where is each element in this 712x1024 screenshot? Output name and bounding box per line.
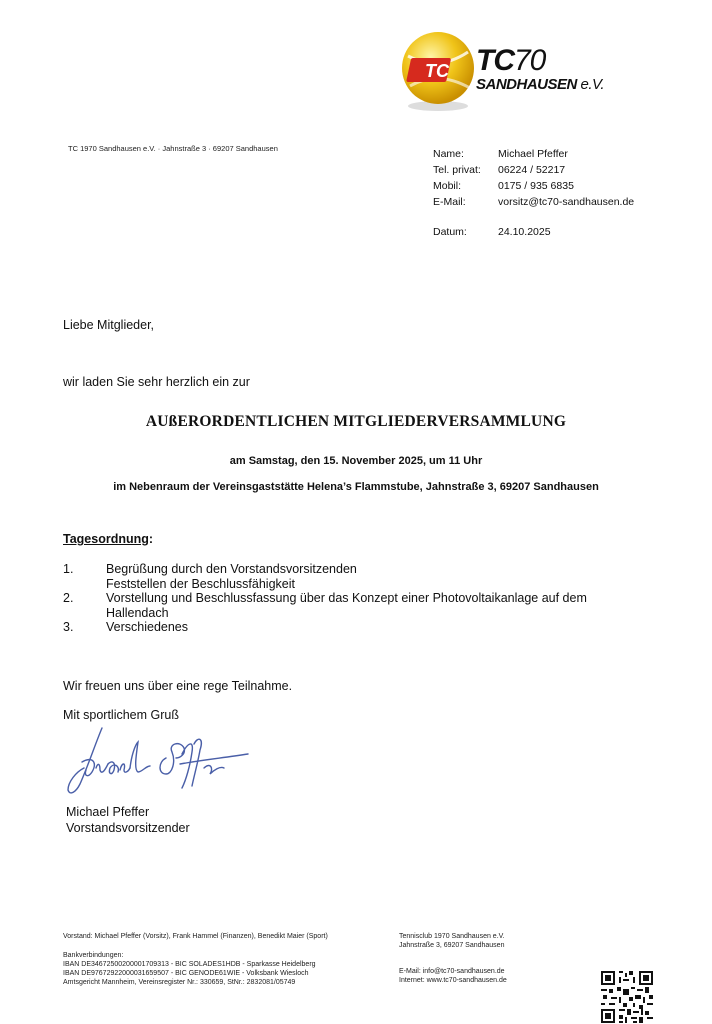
footer-club: Tennisclub 1970 Sandhausen e.V. Jahnstraße 3, 69207 Sandhausen bbox=[399, 933, 505, 949]
agenda-list bbox=[63, 562, 663, 635]
signer-name: Michael Pfeffer bbox=[66, 805, 150, 819]
qr-code-icon[interactable] bbox=[601, 971, 653, 1023]
tennis-ball-emblem-icon bbox=[398, 26, 478, 114]
footer-bank: Bankverbindungen: IBAN DE34672500200001709313 - BIC SOLADES1HDB - Sparkasse Heidelberg IBAN DE97672922000031659507 - BIC GENODE61WIE - Volksbank Wiesloch Amtsgericht Mannheim, Vereinsregister Nr.: 330659, StNr.: 2832081/05749 bbox=[63, 952, 316, 986]
contact-name-row: Name: Michael Pfeffer bbox=[433, 148, 568, 160]
contact-mobile-row: Mobil: 0175 / 935 6835 bbox=[433, 180, 574, 192]
logo-city: SANDHAUSEN e.V. bbox=[476, 76, 605, 93]
contact-email-row: E-Mail: vorsitz@tc70-sandhausen.de bbox=[433, 196, 635, 208]
meeting-location: im Nebenraum der Vereinsgaststätte Helena’s Flammstube, Jahnstraße 3, 69207 Sandhausen bbox=[113, 481, 599, 493]
contact-block bbox=[433, 146, 634, 240]
agenda-title: Tagesordnung: bbox=[63, 532, 154, 546]
footer-contact bbox=[399, 967, 507, 985]
handwritten-signature bbox=[62, 722, 262, 802]
salutation: Liebe Mitglieder, bbox=[63, 318, 155, 332]
closing-line: Wir freuen uns über eine rege Teilnahme. bbox=[63, 679, 293, 693]
meeting-date: am Samstag, den 15. November 2025, um 11 Uhr bbox=[229, 455, 483, 467]
meeting-heading: AUßERORDENTLICHEN MITGLIEDERVERSAMMLUNG bbox=[145, 413, 567, 430]
footer-board: Vorstand: Michael Pfeffer (Vorsitz), Frank Hammel (Finanzen), Benedikt Maier (Sport) bbox=[63, 933, 328, 940]
footer-web[interactable]: Internet: www.tc70-sandhausen.de bbox=[399, 977, 507, 984]
signer-role: Vorstandsvorsitzender bbox=[66, 821, 190, 835]
svg-text:TC: TC bbox=[425, 61, 449, 81]
list-item: 3. Verschiedenes bbox=[63, 620, 189, 634]
sender-line: TC 1970 Sandhausen e.V. · Jahnstraße 3 · 69207 Sandhausen bbox=[68, 144, 278, 153]
footer-email[interactable]: E-Mail: info@tc70-sandhausen.de bbox=[399, 968, 505, 975]
date-row: Datum: 24.10.2025 bbox=[433, 226, 551, 238]
contact-phone-row: Tel. privat: 06224 / 52217 bbox=[433, 164, 566, 176]
list-item: 1. Begrüßung durch den Vorstandsvorsitzenden Feststellen der Beschlussfähigkeit bbox=[63, 562, 357, 591]
logo-wordmark: TC70 bbox=[476, 44, 546, 77]
club-logo bbox=[398, 26, 658, 114]
invite-line: wir laden Sie sehr herzlich ein zur bbox=[63, 375, 250, 389]
greeting-line: Mit sportlichem Gruß bbox=[63, 708, 179, 722]
list-item: 2. Vorstellung und Beschlussfassung über das Konzept einer Photovoltaikanlage auf dem Hallendach bbox=[63, 591, 587, 620]
signer-block bbox=[66, 804, 190, 836]
